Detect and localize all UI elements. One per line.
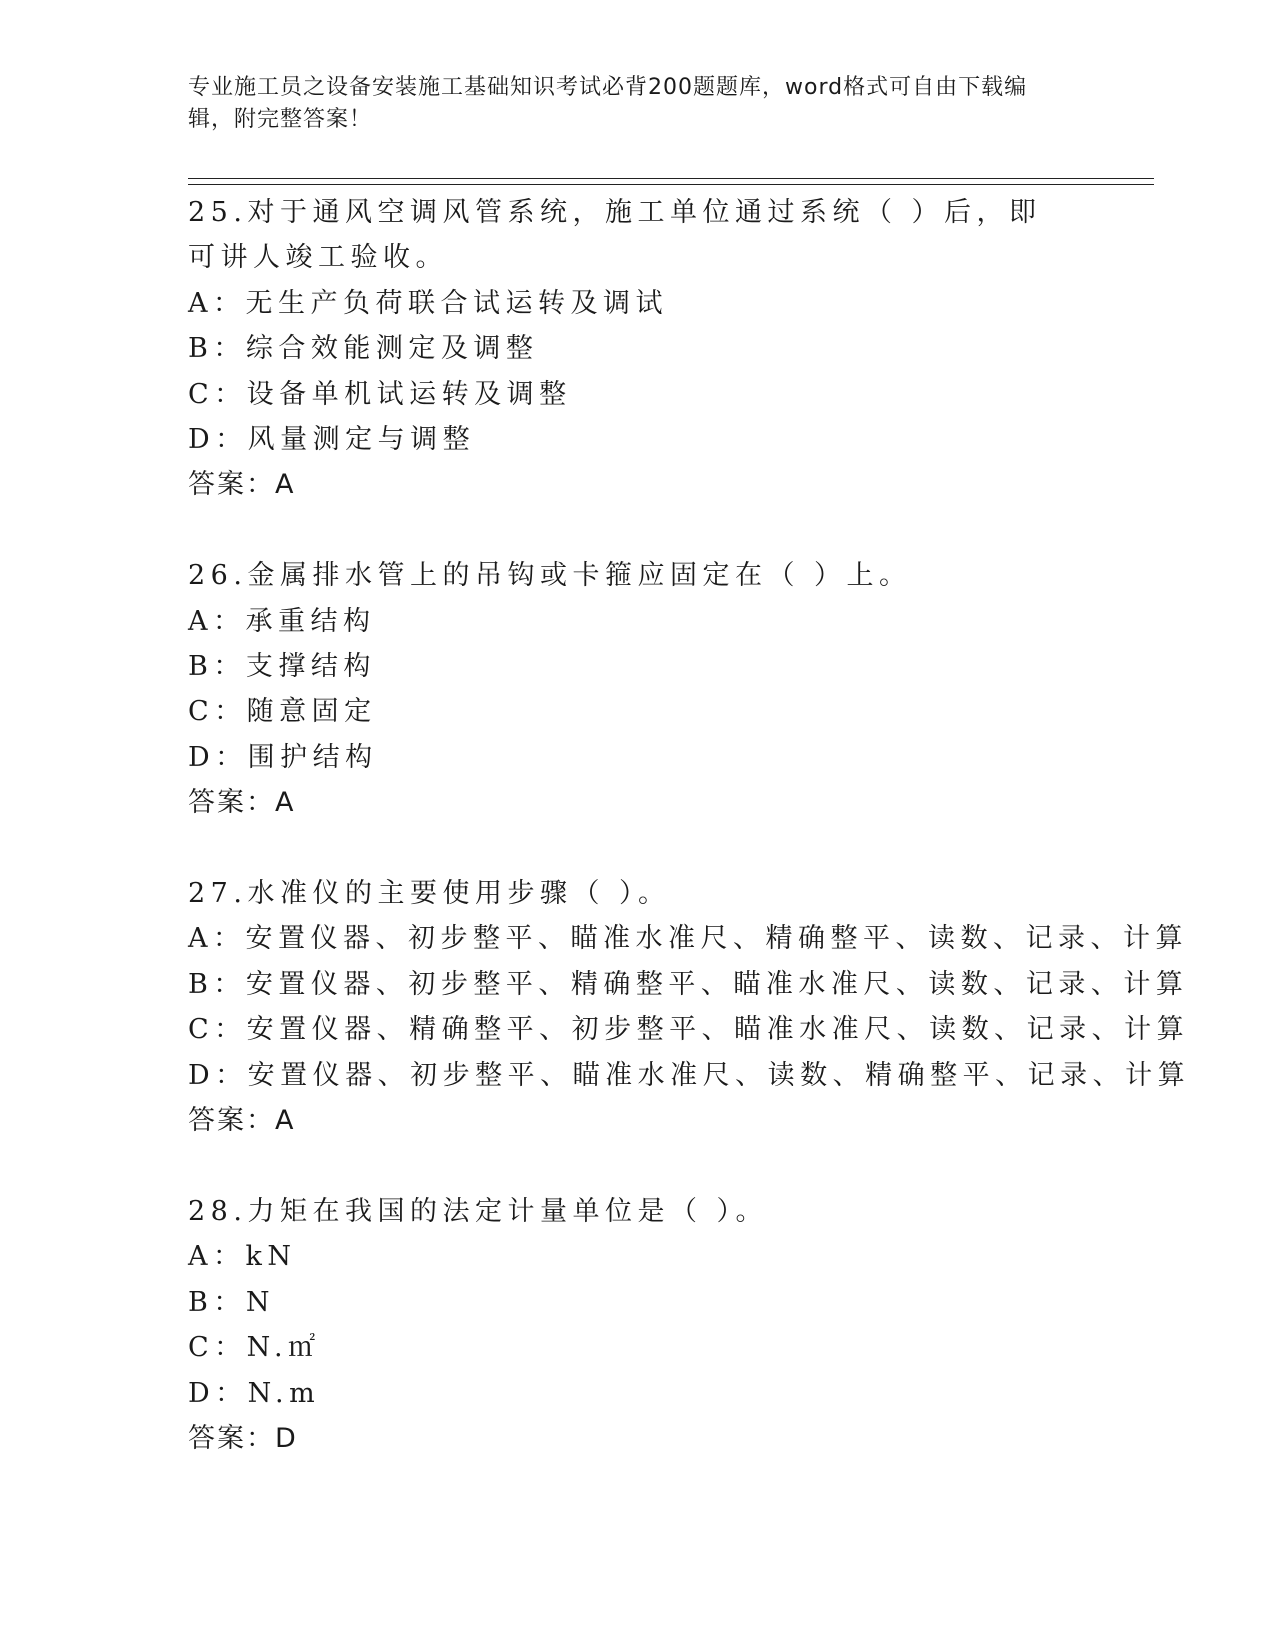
document-header: [188, 72, 1068, 136]
option-b: B：支撑结构: [188, 651, 376, 683]
option-d: D：围护结构: [188, 741, 378, 773]
question-stem: 28.力矩在我国的法定计量单位是（ ）。: [188, 1195, 769, 1227]
header-divider-top: [188, 178, 1154, 179]
answer-line: 答案：A: [188, 787, 296, 819]
option-c: C：随意固定: [188, 696, 377, 728]
question-list: [188, 190, 1191, 1507]
option-c: C：N.㎡: [188, 1332, 321, 1364]
option-c: C：安置仪器、精确整平、初步整平、瞄准水准尺、读数、记录、计算: [188, 1014, 1190, 1046]
question-stem: 25.对于通风空调风管系统，施工单位通过系统（ ）后，即可讲人竣工验收。: [188, 197, 1042, 274]
answer-line: 答案：A: [188, 469, 296, 501]
question-stem: 26.金属排水管上的吊钩或卡箍应固定在（ ）上。: [188, 560, 912, 592]
question-27: [188, 871, 1191, 1143]
option-d: D：安置仪器、初步整平、瞄准水准尺、读数、精确整平、记录、计算: [188, 1059, 1191, 1091]
option-a: A：kN: [188, 1241, 297, 1273]
option-d: D：风量测定与调整: [188, 424, 476, 456]
option-d: D：N.m: [188, 1377, 321, 1409]
question-28: [188, 1189, 1088, 1461]
option-a: A：安置仪器、初步整平、瞄准水准尺、精确整平、读数、记录、计算: [188, 923, 1188, 955]
option-c: C：设备单机试运转及调整: [188, 378, 572, 410]
document-title: 专业施工员之设备安装施工基础知识考试必背200题题库，word格式可自由下载编辑，附完整答案！: [188, 75, 1028, 132]
option-a: A：承重结构: [188, 605, 376, 637]
answer-line: 答案：A: [188, 1105, 296, 1137]
header-divider-bottom: [188, 184, 1154, 185]
question-26: [188, 553, 1088, 825]
option-b: B：综合效能测定及调整: [188, 333, 539, 365]
option-a: A：无生产负荷联合试运转及调试: [188, 287, 668, 319]
answer-line: 答案：D: [188, 1422, 298, 1454]
option-b: B：N: [188, 1286, 275, 1318]
option-b: B：安置仪器、初步整平、精确整平、瞄准水准尺、读数、记录、计算: [188, 968, 1189, 1000]
question-25: [188, 190, 1088, 508]
question-stem: 27.水准仪的主要使用步骤（ ）。: [188, 878, 671, 910]
